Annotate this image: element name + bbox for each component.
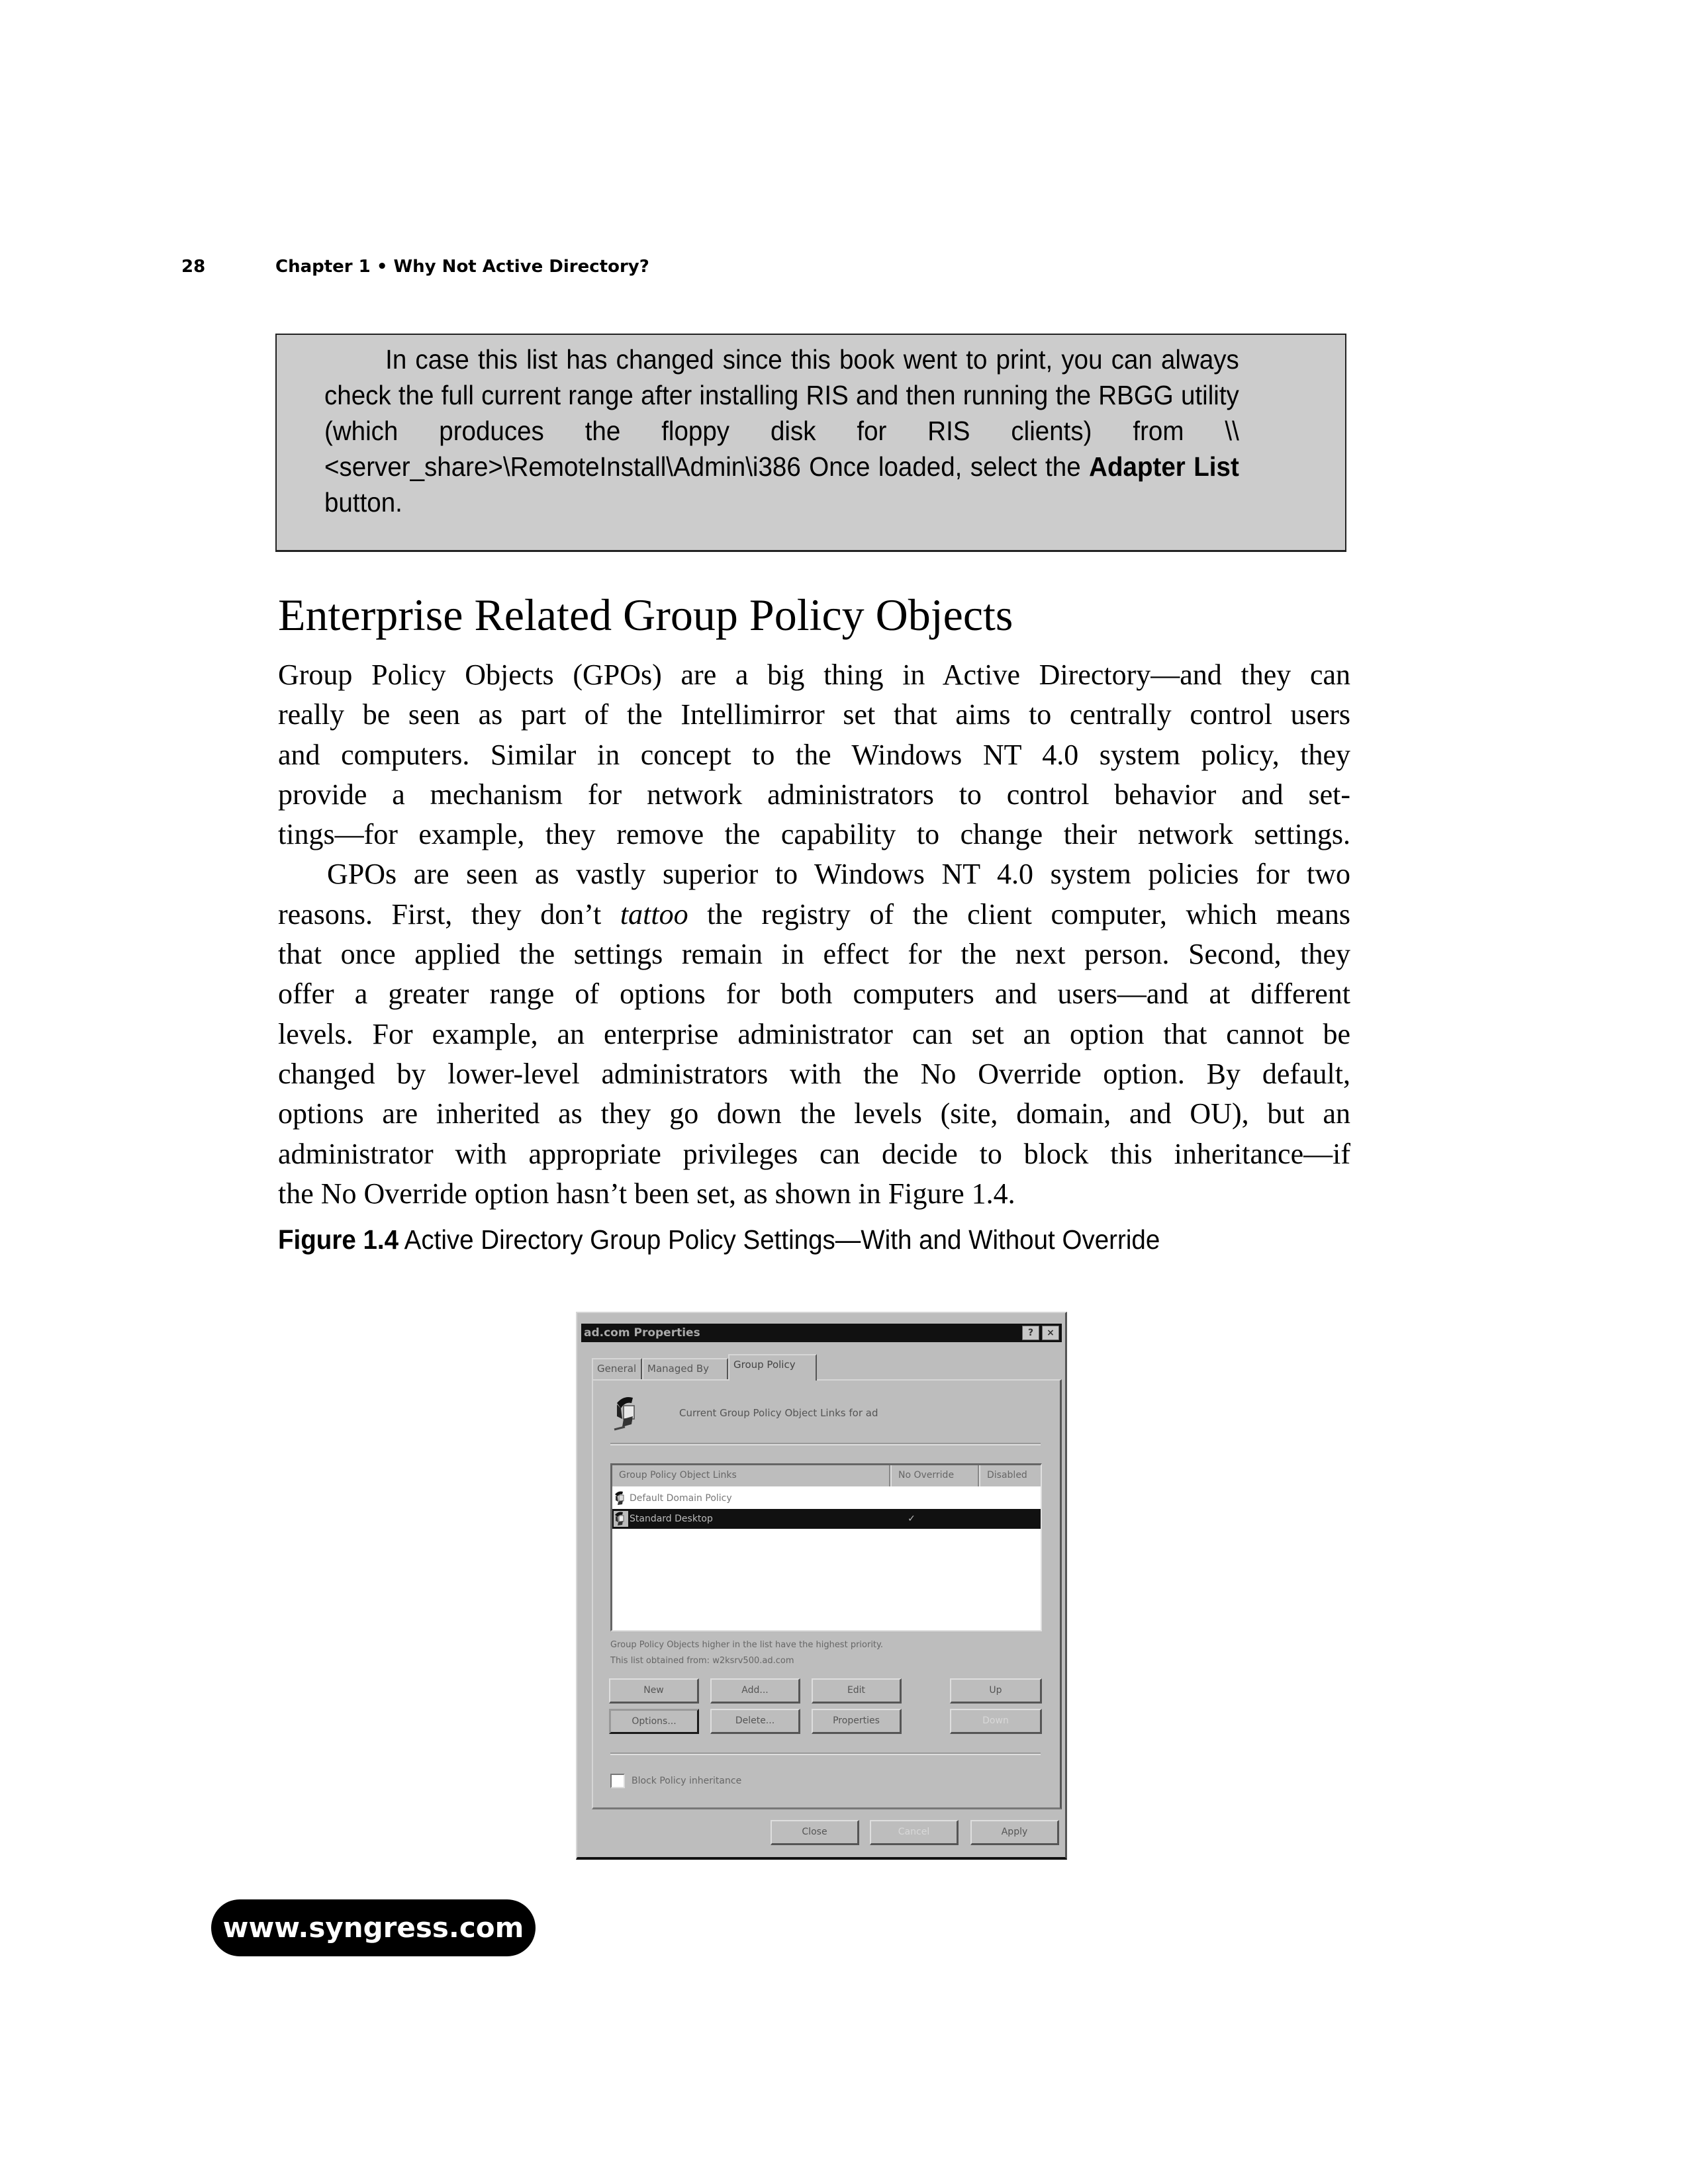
options-button[interactable]: Options... bbox=[609, 1709, 699, 1734]
priority-note: Group Policy Objects higher in the list have the highest priority. bbox=[610, 1640, 884, 1650]
text-line: changed by lower-level administrators with the No Override option. By default, bbox=[278, 1057, 1350, 1090]
text-line: tings—for example, they remove the capability to change their network settings. bbox=[278, 818, 1350, 851]
text-line: offer a greater range of options for both computers and users—and at different bbox=[278, 978, 1350, 1011]
column-header-disabled[interactable]: Disabled bbox=[979, 1465, 1042, 1486]
gpo-name: Default Domain Policy bbox=[630, 1493, 732, 1504]
properties-dialog bbox=[576, 1312, 1067, 1860]
block-inheritance-label: Block Policy inheritance bbox=[632, 1776, 742, 1786]
current-links-label: Current Group Policy Object Links for ad bbox=[679, 1407, 878, 1419]
text-line: Group Policy Objects (GPOs) are a big thing in Active Directory—and they can bbox=[278, 659, 1350, 691]
note-box bbox=[275, 334, 1346, 552]
separator bbox=[610, 1443, 1041, 1445]
section-heading: Enterprise Related Group Policy Objects bbox=[278, 590, 1013, 640]
help-icon: ? bbox=[1027, 1328, 1034, 1338]
close-button[interactable]: Close bbox=[771, 1820, 859, 1845]
delete-button[interactable]: Delete... bbox=[710, 1709, 800, 1734]
up-button[interactable]: Up bbox=[950, 1678, 1042, 1704]
list-row-default-domain-policy[interactable] bbox=[612, 1488, 1041, 1508]
text-line: administrator with appropriate privileges can decide to block this inheritance—if bbox=[278, 1137, 1350, 1170]
gpo-item-icon bbox=[614, 1490, 628, 1506]
add-button[interactable]: Add... bbox=[710, 1678, 800, 1704]
paragraph-1 bbox=[278, 655, 1350, 854]
properties-button[interactable]: Properties bbox=[812, 1709, 902, 1734]
cancel-button[interactable]: Cancel bbox=[870, 1820, 959, 1845]
figure-caption-text: Active Directory Group Policy Settings—With and Without Override bbox=[399, 1224, 1160, 1255]
apply-button[interactable]: Apply bbox=[970, 1820, 1059, 1845]
note-text-end: button. bbox=[324, 487, 402, 518]
tab-group-policy[interactable]: Group Policy bbox=[728, 1354, 817, 1381]
gpo-name: Standard Desktop bbox=[630, 1514, 713, 1524]
note-text-body: In case this list has changed since this book went to print, you can always check the full current range after installing RIS and then running the RBGG utility (which produces the floppy disk for RIS clients) from \\<server_share>\RemoteInstall\Admin\i386 Once loaded, select the bbox=[324, 344, 1239, 482]
new-button[interactable]: New bbox=[609, 1678, 699, 1704]
text-segment: reasons. First, they don’t bbox=[278, 897, 620, 931]
column-header-gpo-links[interactable]: Group Policy Object Links bbox=[612, 1465, 890, 1486]
list-row-standard-desktop[interactable] bbox=[612, 1509, 1041, 1529]
group-policy-icon bbox=[612, 1395, 649, 1433]
text-line: the No Override option hasn’t been set, as shown in Figure 1.4. bbox=[278, 1177, 1015, 1210]
tab-general[interactable]: General bbox=[592, 1358, 642, 1379]
gpo-links-list[interactable] bbox=[610, 1463, 1042, 1631]
text-line: options are inherited as they go down the levels (site, domain, and OU), but an bbox=[278, 1097, 1350, 1130]
body-text bbox=[278, 655, 1350, 1214]
figure-caption bbox=[278, 1224, 1160, 1255]
no-override-checkmark-icon: ✓ bbox=[908, 1514, 915, 1524]
column-header-no-override[interactable]: No Override bbox=[890, 1465, 979, 1486]
page-number: 28 bbox=[181, 257, 206, 277]
chapter-title: Chapter 1 • Why Not Active Directory? bbox=[275, 257, 649, 277]
gpo-item-icon bbox=[614, 1511, 628, 1527]
list-header bbox=[612, 1465, 1041, 1486]
dialog-title-bar[interactable] bbox=[581, 1324, 1062, 1342]
edit-button[interactable]: Edit bbox=[812, 1678, 902, 1704]
text-line: provide a mechanism for network administrators to control behavior and set- bbox=[278, 778, 1350, 811]
down-button[interactable]: Down bbox=[950, 1709, 1042, 1734]
adapter-list-bold: Adapter List bbox=[1089, 451, 1239, 482]
emphasis-tattoo: tattoo bbox=[620, 897, 688, 931]
text-line bbox=[278, 895, 1350, 934]
separator bbox=[610, 1752, 1041, 1755]
text-line: GPOs are seen as vastly superior to Windows NT 4.0 system policies for two bbox=[327, 858, 1350, 891]
close-window-button[interactable] bbox=[1042, 1326, 1059, 1340]
paragraph-2 bbox=[278, 854, 1350, 1214]
text-line: and computers. Similar in concept to the Windows NT 4.0 system policy, they bbox=[278, 738, 1350, 771]
publisher-website[interactable]: www.syngress.com bbox=[211, 1899, 536, 1956]
text-line: levels. For example, an enterprise administrator can set an option that cannot be bbox=[278, 1017, 1350, 1050]
close-icon: × bbox=[1047, 1328, 1055, 1338]
figure-label: Figure 1.4 bbox=[278, 1224, 399, 1255]
text-line: really be seen as part of the Intellimirror set that aims to centrally control users bbox=[278, 698, 1350, 731]
dialog-title: ad.com Properties bbox=[584, 1326, 700, 1340]
note-text bbox=[324, 341, 1239, 520]
text-segment: the registry of the client computer, which means bbox=[688, 897, 1350, 931]
tab-managed-by[interactable]: Managed By bbox=[642, 1358, 728, 1379]
text-line: that once applied the settings remain in effect for the next person. Second, they bbox=[278, 938, 1350, 971]
block-inheritance-checkbox[interactable] bbox=[610, 1774, 625, 1788]
help-button[interactable] bbox=[1022, 1326, 1039, 1340]
list-source-note: This list obtained from: w2ksrv500.ad.com bbox=[610, 1656, 794, 1666]
group-policy-panel bbox=[592, 1379, 1062, 1809]
